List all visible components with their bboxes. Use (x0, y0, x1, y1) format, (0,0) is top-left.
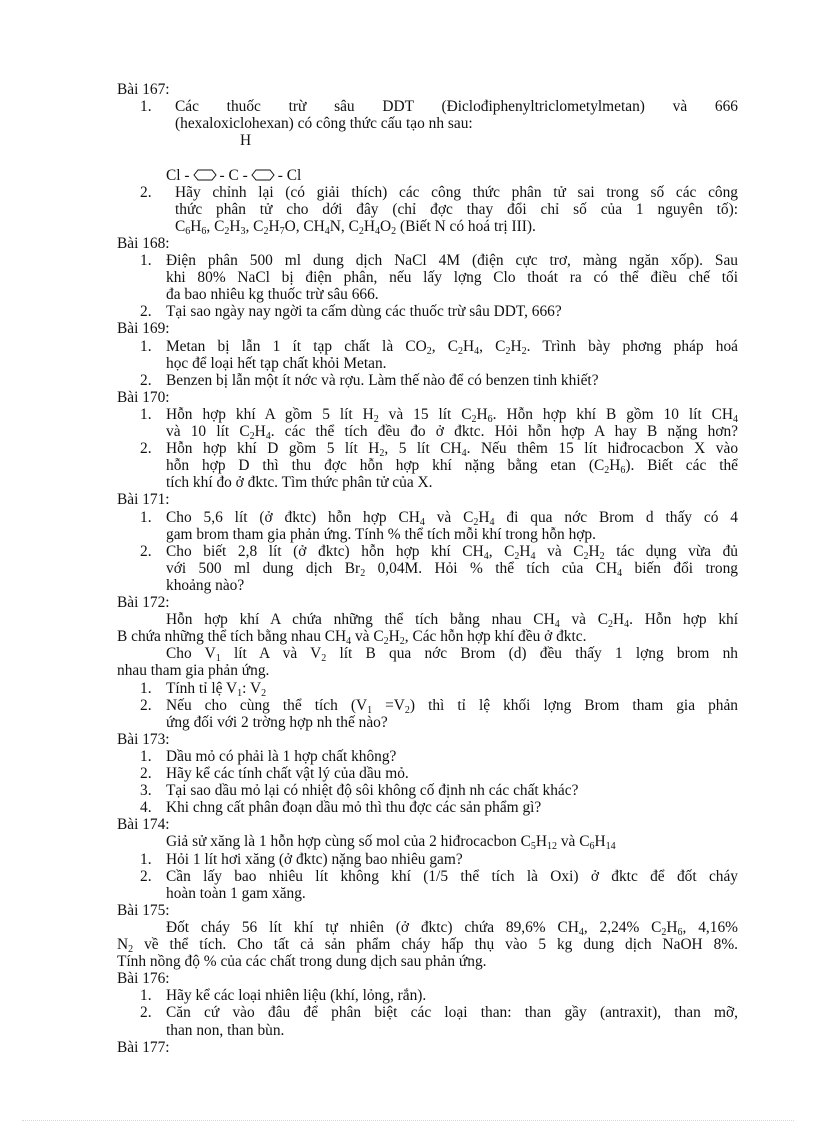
item-number: 3. (140, 782, 152, 800)
item-number: 1. (140, 337, 152, 355)
item-number: 2. (140, 303, 152, 321)
list-item-text: Điện phân 500 ml dung dịch NaCl 4M (điện cực trơ, màng ngăn xốp). Sau (166, 252, 738, 269)
exercise-heading: Bài 177: (117, 1038, 170, 1056)
exercise-heading: Bài 169: (117, 320, 170, 338)
item-number: 1. (140, 679, 152, 697)
item-number: 1. (140, 252, 152, 269)
list-item-text: Cho 5,6 lít (ở đktc) hỗn hợp $CH_4$ và $C_2H_4$ đi qua nớc Brom d thấy có 4 (166, 508, 738, 526)
item-number: 2. (140, 542, 152, 560)
text-line: $C_6H_6$, $C_2H_3$, $C_2H_7O$, $CH_4N$, $C_2H_4O_2$ (Biết N có hoá trị III). (175, 217, 536, 237)
list-item-text: Hỏi 1 lít hơi xăng (ở đktc) nặng bao nhiêu gam? (166, 850, 463, 868)
paragraph-line: Hỗn hợp khí A chứa những thể tích bằng nhau $CH_4$ và $C_2H_4$. Hỗn hợp khí (166, 611, 738, 629)
list-item-text: Hãy chỉnh lại (có giải thích) các công thức phân tử sai trong số các công (175, 183, 738, 201)
item-number: 1. (140, 98, 152, 116)
item-number: 2. (140, 867, 152, 885)
exercise-heading: Bài 167: (117, 81, 170, 98)
paragraph-line: nhau tham gia phản ứng. (117, 662, 270, 680)
item-number: 1. (140, 405, 152, 423)
list-item-text: Tại sao dầu mỏ lại có nhiệt độ sôi không cố định nh các chất khác? (166, 782, 579, 800)
benzene-ring-icon (190, 169, 220, 181)
item-number: 2. (140, 371, 152, 389)
list-item-text: Nếu cho cùng thể tích $(V_1 =V_2)$ thì tỉ lệ khối lợng Brom tham gia phản (166, 696, 738, 714)
list-item-text: Cần lấy bao nhiêu lít không khí (1/5 thể tích là Oxi) ở đktc để đốt cháy (166, 867, 738, 885)
page-bottom-edge (22, 1120, 794, 1121)
item-number: 1. (140, 850, 152, 868)
text-line: và 10 lít $C_2H_4$. các thể tích đều đo ở đktc. Hỏi hỗn hợp A hay B nặng hơn? (166, 423, 738, 440)
text-line: thức phân tử cho dới đây (chỉ đợc thay đổi chỉ số của 1 nguyên tố): (175, 200, 738, 218)
exercise-heading: Bài 176: (117, 970, 170, 988)
text-line: đa bao nhiêu kg thuốc trừ sâu 666. (166, 286, 379, 304)
text-line: gam brom tham gia phản ứng. Tính % thể tích mỗi khí trong hỗn hợp. (166, 525, 596, 543)
paragraph-line: B chứa những thể tích bằng nhau $CH_4$ và $C_2H_2$, Các hỗn hợp khí đều ở đktc. (117, 628, 587, 648)
list-item-text: Khi chng cất phân đoạn dầu mỏ thì thu đợc các sản phẩm gì? (166, 799, 542, 817)
exercise-heading: Bài 173: (117, 730, 170, 748)
exercise-heading: Bài 168: (117, 234, 170, 252)
text-line: khi 80% NaCl bị điện phân, nếu lấy lợng Clo thoát ra có thể điều chế tối (166, 269, 738, 287)
text-line: hỗn hợp D thì thu đợc hỗn hợp khí nặng bằng etan $(C_2H_6)$. Biết các thể (166, 457, 738, 475)
formula-part: - Cl (277, 166, 302, 184)
list-item-text: Hỗn hợp khí A gồm 5 lít $H_2$ và 15 lít $C_2H_6$. Hỗn hợp khí B gồm 10 lít $CH_4$ (166, 405, 738, 423)
paragraph-line: $N_2$ về thể tích. Cho tất cả sản phẩm cháy hấp thụ vào 5 kg dung dịch NaOH 8%. (117, 936, 738, 953)
list-item-text: Hỗn hợp khí D gồm 5 lít $H_2$, 5 lít $CH_4$. Nếu thêm 15 lít hiđrocacbon X vào (166, 440, 738, 458)
paragraph-line: Cho $V_1$ lít A và $V_2$ lít B qua nớc Brom (d) đều thấy 1 lợng brom nh (166, 645, 738, 663)
text-line: khoảng nào? (166, 576, 245, 594)
item-number: 2. (140, 1004, 152, 1022)
item-number: 2. (140, 765, 152, 782)
text-line: ứng đối với 2 trờng hợp nh thế nào? (166, 713, 388, 731)
list-item-text: Cho biết 2,8 lít (ở đktc) hỗn hợp khí $CH_4$, $C_2H_4$ và $C_2H_2$ tác dụng vừa đủ (166, 542, 738, 560)
text-line: than non, than bùn. (166, 1021, 285, 1039)
list-item-text: Hãy kể các tính chất vật lý của dầu mỏ. (166, 765, 409, 782)
formula-part: - C - (219, 166, 248, 184)
structural-formula (166, 167, 301, 184)
text-line: H (240, 132, 252, 150)
paragraph-line: Đốt cháy 56 lít khí tự nhiên (ở đktc) chứa 89,6% $CH_4$, 2,24% $C_2H_6$, 4,16% (166, 918, 738, 936)
benzene-ring-icon (248, 169, 278, 181)
list-item-text: Các thuốc trừ sâu DDT (Điclođiphenyltriclometylmetan) và 666 (175, 98, 738, 116)
text-line: hoàn toàn 1 gam xăng. (166, 884, 306, 902)
item-number: 4. (140, 799, 152, 817)
text-line: với 500 ml dung dịch $Br_2$ 0,04M. Hỏi % thể tích của $CH_4$ biến đổi trong (166, 559, 738, 577)
list-item-text: Tại sao ngày nay ngời ta cấm dùng các thuốc trừ sâu DDT, 666? (166, 303, 562, 321)
text-line: (hexaloxiclohexan) có công thức cấu tạo nh sau: (175, 115, 473, 133)
formula-part: Cl - (166, 166, 190, 184)
list-item-text: Metan bị lẫn 1 ít tạp chất là $CO_2$, $C_2H_4$, $C_2H_2$. Trình bày phơng pháp hoá (166, 337, 738, 355)
item-number: 1. (140, 508, 152, 526)
item-number: 2. (140, 183, 152, 201)
item-number: 2. (140, 440, 152, 458)
item-number: 1. (140, 747, 152, 765)
paragraph-line: Giả sử xăng là 1 hỗn hợp cùng số mol của 2 hiđrocacbon $C_5H_{12}$ và $C_6H_{14}$ (166, 833, 616, 853)
exercise-heading: Bài 174: (117, 816, 170, 834)
exercise-heading: Bài 170: (117, 388, 170, 406)
exercise-heading: Bài 171: (117, 491, 170, 509)
list-item-text: Dầu mỏ có phải là 1 hợp chất không? (166, 747, 397, 765)
item-number: 2. (140, 696, 152, 714)
exercise-heading: Bài 175: (117, 901, 170, 919)
list-item-text: Benzen bị lẫn một ít nớc và rợu. Làm thế nào để có benzen tinh khiết? (166, 371, 599, 389)
paragraph-line: Tính nồng độ % của các chất trong dung dịch sau phản ứng. (117, 953, 487, 971)
list-item-text: Hãy kể các loại nhiên liệu (khí, lỏng, rắn). (166, 987, 427, 1005)
list-item-text: Căn cứ vào đâu để phân biệt các loại than: than gầy (antraxit), than mỡ, (166, 1004, 738, 1022)
item-number: 1. (140, 987, 152, 1005)
list-item-text: Tính tỉ lệ $V_1$: $V_2$ (166, 679, 267, 699)
text-line: tích khí đo ở đktc. Tìm thức phân tử của X. (166, 474, 433, 492)
text-line: học để loại hết tạp chất khỏi Metan. (166, 354, 387, 372)
exercise-heading: Bài 172: (117, 594, 170, 611)
